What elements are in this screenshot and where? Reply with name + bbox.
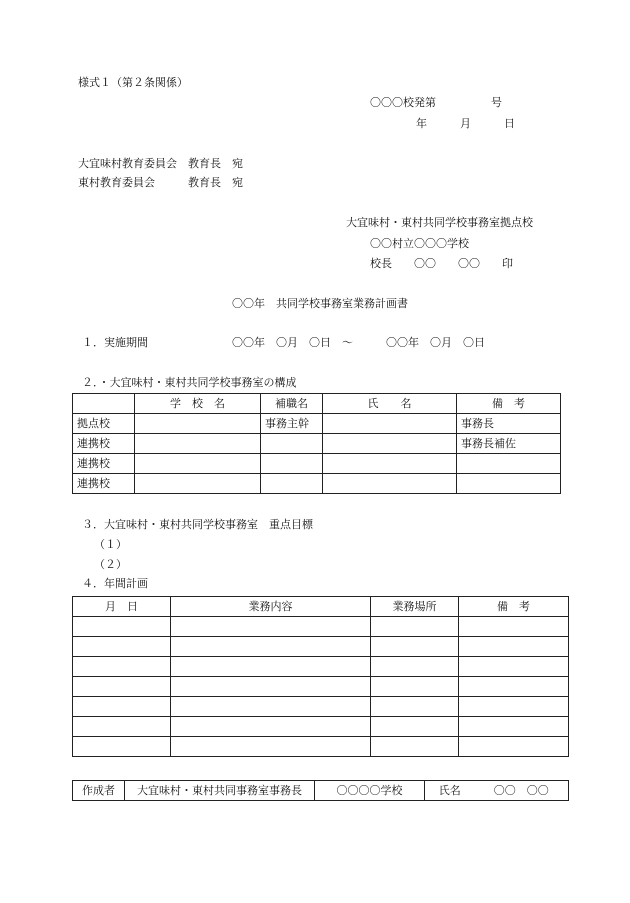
document-title: 〇〇年 共同学校事務室業務計画書 (232, 297, 408, 310)
table-row (73, 617, 569, 637)
table-cell (171, 657, 371, 677)
document-number: 〇〇〇校発第 号 (370, 96, 502, 109)
author-school: 〇〇〇〇学校 (315, 781, 425, 801)
table-cell (135, 474, 261, 494)
form-label: 様式１（第２条関係） (78, 76, 188, 89)
table-row (73, 697, 569, 717)
table-cell (73, 657, 171, 677)
table-cell (135, 414, 261, 434)
table-cell (171, 617, 371, 637)
table-cell (459, 677, 569, 697)
table-cell (171, 717, 371, 737)
table-row (73, 657, 569, 677)
table-cell: 事務長補佐 (457, 434, 561, 454)
table-cell (459, 737, 569, 757)
table-cell: 連携校 (73, 434, 135, 454)
table-cell (73, 697, 171, 717)
name-value: 〇〇 〇〇 (475, 781, 569, 801)
header-cell: 備 考 (459, 597, 569, 617)
table-cell: 事務主幹 (261, 414, 323, 434)
table-header-row (73, 597, 569, 617)
section-4-label: ４．年間計画 (82, 577, 148, 590)
table-cell (261, 434, 323, 454)
document-date: 年 月 日 (416, 117, 515, 130)
table-row (73, 677, 569, 697)
table-cell: 連携校 (73, 454, 135, 474)
header-cell (73, 394, 135, 414)
table-cell (371, 637, 459, 657)
table-cell (171, 697, 371, 717)
table-cell (73, 677, 171, 697)
author-label: 作成者 (73, 781, 125, 801)
section-1-label: １．実施期間 (82, 336, 148, 349)
table-cell (459, 717, 569, 737)
table-cell (171, 677, 371, 697)
header-cell: 氏 名 (323, 394, 457, 414)
section-2-label: ２．・大宜味村・東村共同学校事務室の構成 (82, 376, 297, 389)
table-cell (371, 677, 459, 697)
table-cell (73, 617, 171, 637)
table-header-row (73, 394, 561, 414)
header-cell: 学 校 名 (135, 394, 261, 414)
table-cell (261, 474, 323, 494)
table-cell (371, 717, 459, 737)
header-cell: 業務場所 (371, 597, 459, 617)
table-row (73, 434, 561, 454)
table-cell (323, 474, 457, 494)
table-cell (459, 657, 569, 677)
header-cell: 月 日 (73, 597, 171, 617)
table-cell (457, 454, 561, 474)
addressee-ogimi: 大宜味村教育委員会 教育長 宛 (78, 157, 243, 170)
table-cell (323, 414, 457, 434)
table-cell: 連携校 (73, 474, 135, 494)
table-cell (261, 454, 323, 474)
table-row (73, 737, 569, 757)
table-cell (459, 697, 569, 717)
header-cell: 補職名 (261, 394, 323, 414)
table-cell (323, 434, 457, 454)
table-cell (371, 657, 459, 677)
table-cell (171, 637, 371, 657)
table-cell (459, 637, 569, 657)
table-cell (73, 737, 171, 757)
goal-item-1: （１） (94, 538, 127, 551)
table-cell (323, 454, 457, 474)
sender-principal: 校長 〇〇 〇〇 印 (370, 257, 513, 270)
table-cell (171, 737, 371, 757)
table-cell (371, 617, 459, 637)
header-cell: 業務内容 (171, 597, 371, 617)
name-label: 氏名 (425, 781, 475, 801)
table-cell (371, 697, 459, 717)
annual-plan-table (72, 596, 569, 757)
table-cell: 拠点校 (73, 414, 135, 434)
sender-school: 〇〇村立〇〇〇学校 (370, 237, 469, 250)
sender-office: 大宜味村・東村共同学校事務室拠点校 (346, 216, 533, 229)
table-row (73, 717, 569, 737)
table-cell (457, 474, 561, 494)
implementation-period: 〇〇年 〇月 〇日 ～ 〇〇年 〇月 〇日 (232, 336, 485, 349)
author-table (72, 780, 569, 801)
table-cell (135, 454, 261, 474)
table-cell (73, 717, 171, 737)
goal-item-2: （２） (94, 558, 127, 571)
addressee-higashi: 東村教育委員会 教育長 宛 (78, 176, 243, 189)
table-row (73, 637, 569, 657)
structure-table (72, 393, 561, 494)
author-title: 大宜味村・東村共同事務室事務長 (125, 781, 315, 801)
table-cell (73, 637, 171, 657)
table-cell (135, 434, 261, 454)
table-cell: 事務長 (457, 414, 561, 434)
table-cell (459, 617, 569, 637)
table-row (73, 781, 569, 801)
table-cell (371, 737, 459, 757)
table-row (73, 454, 561, 474)
section-3-label: ３．大宜味村・東村共同学校事務室 重点目標 (82, 518, 313, 531)
table-row (73, 414, 561, 434)
table-row (73, 474, 561, 494)
header-cell: 備 考 (457, 394, 561, 414)
